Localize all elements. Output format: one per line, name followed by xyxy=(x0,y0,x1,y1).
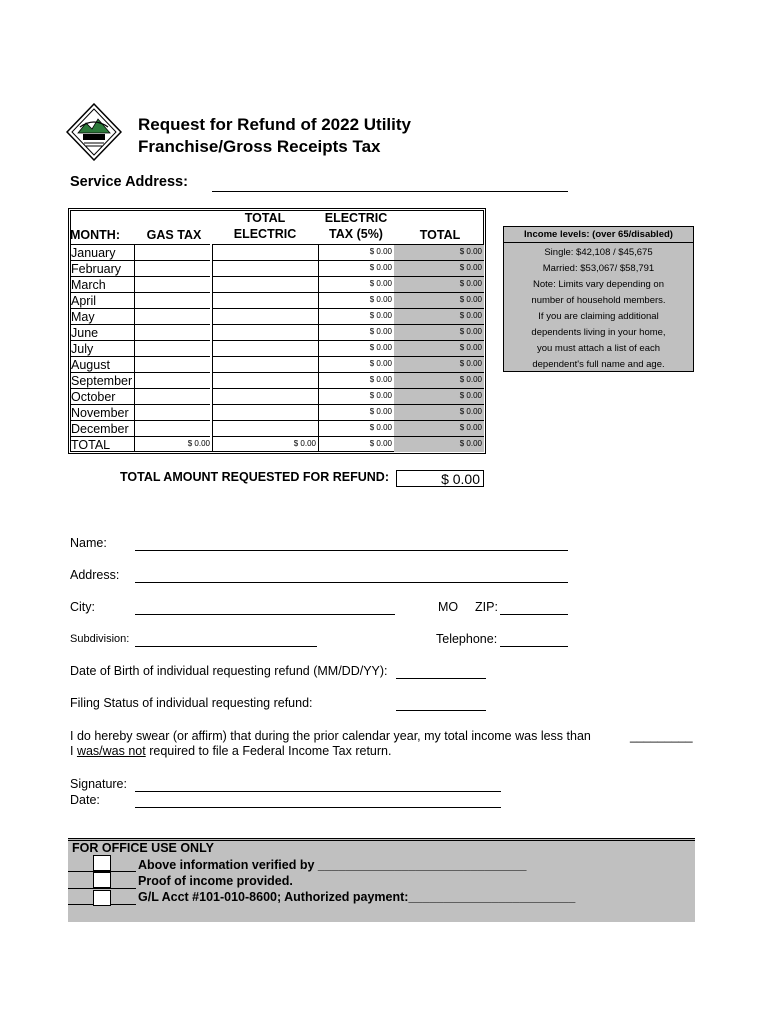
title-line-1: Request for Refund of 2022 Utility xyxy=(138,115,411,134)
dob-label: Date of Birth of individual requesting refund (MM/DD/YY): xyxy=(70,664,388,678)
table-row xyxy=(70,388,484,404)
row-total-value: $ 0.00 xyxy=(459,439,482,448)
title-line-2: Franchise/Gross Receipts Tax xyxy=(138,137,381,156)
service-address-label: Service Address: xyxy=(70,174,188,190)
month-label: June xyxy=(70,324,135,341)
col-header-electric-tax-2: TAX (5%) xyxy=(329,227,383,241)
telephone-field[interactable] xyxy=(500,646,568,647)
table-row xyxy=(70,276,484,292)
month-label: July xyxy=(70,340,135,357)
input-cell[interactable] xyxy=(134,244,210,260)
table-row xyxy=(70,308,484,324)
row-total-value: $ 0.00 xyxy=(459,263,482,272)
electric-tax-value: $ 0.00 xyxy=(369,311,392,320)
table-row xyxy=(70,292,484,308)
input-cell[interactable] xyxy=(134,388,210,404)
total-electric-total: $ 0.00 xyxy=(293,439,316,448)
month-label: May xyxy=(70,308,135,325)
subdivision-label: Subdivision: xyxy=(70,633,130,645)
note-title: Income levels: (over 65/disabled) xyxy=(504,229,693,243)
month-label: November xyxy=(70,404,135,421)
electric-tax-value: $ 0.00 xyxy=(369,423,392,432)
city-seal-logo xyxy=(66,103,122,161)
city-field[interactable] xyxy=(135,614,395,615)
input-cell[interactable] xyxy=(134,340,210,356)
input-cell[interactable] xyxy=(212,260,318,276)
swear-line-1: I do hereby swear (or affirm) that during the prior calendar year, my total income was less than xyxy=(70,729,591,743)
input-cell[interactable] xyxy=(134,324,210,340)
note-line: Note: Limits vary depending on xyxy=(533,279,664,290)
electric-tax-value: $ 0.00 xyxy=(369,279,392,288)
table-row xyxy=(70,404,484,420)
row-total-value: $ 0.00 xyxy=(459,359,482,368)
col-header-month: MONTH: xyxy=(70,228,120,242)
page-title xyxy=(138,114,411,158)
electric-tax-value: $ 0.00 xyxy=(369,359,392,368)
note-line: dependents living in your home, xyxy=(531,327,666,338)
zip-field[interactable] xyxy=(500,614,568,615)
input-cell[interactable] xyxy=(134,372,210,388)
month-label: September xyxy=(70,372,135,389)
table-row xyxy=(70,420,484,436)
input-cell[interactable] xyxy=(212,388,318,404)
input-cell[interactable] xyxy=(134,260,210,276)
electric-tax-value: $ 0.00 xyxy=(369,263,392,272)
name-label: Name: xyxy=(70,536,107,550)
table-row xyxy=(70,340,484,356)
table-row xyxy=(70,356,484,372)
row-total-value: $ 0.00 xyxy=(459,327,482,336)
month-label: January xyxy=(70,244,135,261)
electric-tax-value: $ 0.00 xyxy=(369,439,392,448)
office-use-title: FOR OFFICE USE ONLY xyxy=(72,841,214,855)
electric-tax-value: $ 0.00 xyxy=(369,407,392,416)
date-field[interactable] xyxy=(135,807,501,808)
total-refund-value: $ 0.00 xyxy=(396,470,484,487)
month-label: TOTAL xyxy=(70,436,135,453)
input-cell[interactable] xyxy=(212,276,318,292)
filing-status-label: Filing Status of individual requesting refund: xyxy=(70,696,313,710)
office-item-verified: Above information verified by ______________________________ xyxy=(138,858,527,872)
address-field[interactable] xyxy=(135,582,568,583)
office-item-gl-acct: G/L Acct #101-010-8600; Authorized payment:________________________ xyxy=(138,890,576,904)
month-label: October xyxy=(70,388,135,405)
electric-tax-value: $ 0.00 xyxy=(369,375,392,384)
row-total-value: $ 0.00 xyxy=(459,407,482,416)
input-cell[interactable] xyxy=(212,324,318,340)
filing-status-field[interactable] xyxy=(396,710,486,711)
col-header-electric-tax xyxy=(318,210,394,242)
note-line: If you are claiming additional xyxy=(538,311,659,322)
state-text: MO xyxy=(438,600,459,614)
row-total-value: $ 0.00 xyxy=(459,423,482,432)
note-line: dependent's full name and age. xyxy=(532,359,665,370)
table-row xyxy=(70,244,484,260)
address-label: Address: xyxy=(70,568,120,582)
verified-checkbox[interactable] xyxy=(93,855,111,871)
payment-checkbox[interactable] xyxy=(93,890,111,906)
col-header-total-electric xyxy=(212,210,318,242)
input-cell[interactable] xyxy=(212,340,318,356)
col-header-total: TOTAL xyxy=(419,228,461,242)
input-cell[interactable] xyxy=(212,292,318,308)
swear-line-2-post: required to file a Federal Income Tax return. xyxy=(145,744,392,758)
col-header-total-electric-2: ELECTRIC xyxy=(233,227,297,241)
input-cell[interactable] xyxy=(212,244,318,260)
note-line: you must attach a list of each xyxy=(536,343,661,354)
row-total-value: $ 0.00 xyxy=(459,311,482,320)
col-header-electric-tax-1: ELECTRIC xyxy=(324,211,388,225)
month-label: March xyxy=(70,276,135,293)
input-cell[interactable] xyxy=(212,404,318,420)
input-cell[interactable] xyxy=(212,372,318,388)
input-cell[interactable] xyxy=(134,276,210,292)
dob-field[interactable] xyxy=(396,678,486,679)
income-blank[interactable]: _________ xyxy=(630,729,693,743)
month-label: April xyxy=(70,292,135,309)
input-cell[interactable] xyxy=(134,404,210,420)
signature-label: Signature: xyxy=(70,777,127,791)
total-refund-label: TOTAL AMOUNT REQUESTED FOR REFUND: xyxy=(120,470,389,484)
row-total-value: $ 0.00 xyxy=(459,247,482,256)
input-cell[interactable] xyxy=(134,356,210,372)
row-total-value: $ 0.00 xyxy=(459,375,482,384)
row-total-value: $ 0.00 xyxy=(459,279,482,288)
income-proof-checkbox[interactable] xyxy=(93,872,111,888)
row-total-value: $ 0.00 xyxy=(459,295,482,304)
note-line: number of household members. xyxy=(531,295,666,306)
telephone-label: Telephone: xyxy=(436,632,498,646)
row-total-value: $ 0.00 xyxy=(459,343,482,352)
input-cell[interactable] xyxy=(134,308,210,324)
input-cell[interactable] xyxy=(212,308,318,324)
swear-line-2-pre: I xyxy=(70,744,77,758)
name-field[interactable] xyxy=(135,550,568,551)
col-header-total-electric-1: TOTAL xyxy=(244,211,286,225)
signature-field[interactable] xyxy=(135,791,501,792)
date-label: Date: xyxy=(70,793,100,807)
month-label: December xyxy=(70,420,135,437)
input-cell[interactable] xyxy=(134,292,210,308)
table-row xyxy=(70,324,484,340)
col-header-gas-tax: GAS TAX xyxy=(146,228,202,242)
row-total-value: $ 0.00 xyxy=(459,391,482,400)
swear-line-2 xyxy=(70,744,391,758)
electric-tax-value: $ 0.00 xyxy=(369,391,392,400)
table-row xyxy=(70,372,484,388)
service-address-field[interactable] xyxy=(212,191,568,192)
month-label: August xyxy=(70,356,135,373)
table-total-row xyxy=(70,436,484,452)
electric-tax-value: $ 0.00 xyxy=(369,343,392,352)
input-cell[interactable] xyxy=(212,356,318,372)
zip-label: ZIP: xyxy=(475,600,498,614)
note-line: Single: $42,108 / $45,675 xyxy=(544,247,653,258)
office-blank-line xyxy=(68,888,136,889)
input-cell[interactable] xyxy=(212,420,318,436)
city-label: City: xyxy=(70,600,95,614)
input-cell[interactable] xyxy=(134,420,210,436)
month-label: February xyxy=(70,260,135,277)
was-was-not-text: was/was not xyxy=(76,744,146,758)
electric-tax-value: $ 0.00 xyxy=(369,247,392,256)
income-levels-note xyxy=(503,226,694,372)
electric-tax-value: $ 0.00 xyxy=(369,295,392,304)
subdivision-field[interactable] xyxy=(135,646,317,647)
gas-tax-total: $ 0.00 xyxy=(187,439,210,448)
note-line: Married: $53,067/ $58,791 xyxy=(542,263,655,274)
electric-tax-value: $ 0.00 xyxy=(369,327,392,336)
table-row xyxy=(70,260,484,276)
office-item-proof: Proof of income provided. xyxy=(138,874,293,888)
